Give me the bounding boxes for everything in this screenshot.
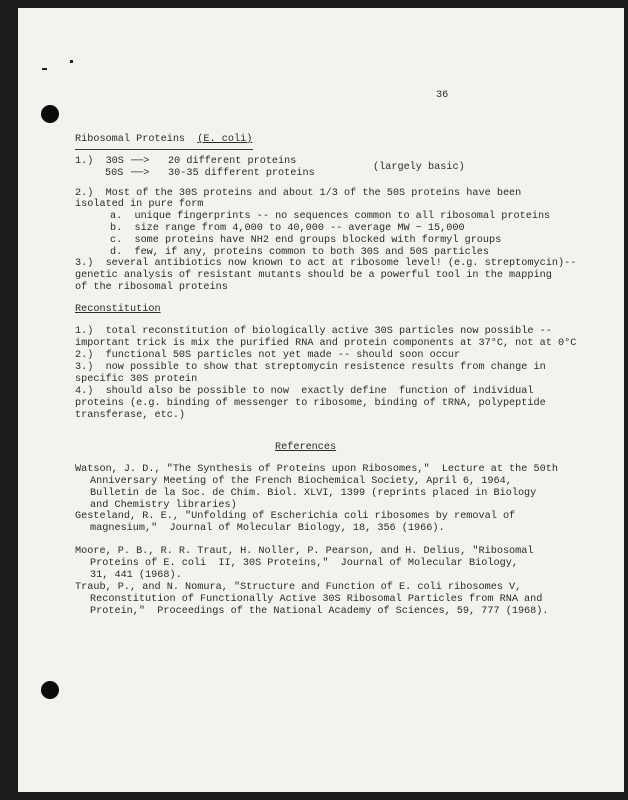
recon-item-1: important trick is mix the purified RNA and protein components at 37°C, not at 0°C	[75, 338, 577, 349]
ink-mark	[42, 68, 47, 70]
reference-4: Reconstitution of Functionally Active 30S Ribosomal Particles from RNA and	[90, 594, 543, 605]
reconstitution-heading: Reconstitution	[75, 304, 161, 315]
ribo-item-3: genetic analysis of resistant mutants should be a powerful tool in the mapping	[75, 270, 552, 281]
reference-4: Traub, P., and N. Nomura, "Structure and Function of E. coli ribosomes V,	[75, 582, 522, 593]
ribo-item-1a: 1.) 30S	[75, 156, 124, 167]
ribo-item-2a: a. unique fingerprints -- no sequences common to all ribosomal proteins	[110, 211, 551, 222]
ink-mark	[70, 60, 73, 63]
ribo-item-1a-result: 20 different proteins	[168, 156, 297, 167]
arrow-icon: ──>	[131, 156, 150, 167]
reference-1: Bulletin de la Soc. de Chim. Biol. XLVI, 1399 (reprints placed in Biology	[90, 488, 537, 499]
reference-2: magnesium," Journal of Molecular Biology, 18, 356 (1966).	[90, 523, 445, 534]
ribo-item-3: of the ribosomal proteins	[75, 282, 228, 293]
punch-hole-bottom	[41, 681, 59, 699]
ribo-item-3: 3.) several antibiotics now known to act at ribosome level! (e.g. streptomycin)--	[75, 258, 577, 269]
reference-3: Moore, P. B., R. R. Traut, H. Noller, P. Pearson, and H. Delius, "Ribosomal	[75, 546, 534, 557]
reference-2: Gesteland, R. E., "Unfolding of Escherichia coli ribosomes by removal of	[75, 511, 516, 522]
typed-page	[18, 8, 624, 792]
ribo-item-2b: b. size range from 4,000 to 40,000 -- average MW ~ 15,000	[110, 223, 465, 234]
section-heading: Ribosomal Proteins (E. coli)	[75, 134, 253, 145]
heading-rule	[75, 149, 253, 150]
recon-item-4: 4.) should also be possible to now exactly define function of individual	[75, 386, 534, 397]
recon-item-2: 2.) functional 50S particles not yet made -- should soon occur	[75, 350, 461, 361]
reference-3: Proteins of E. coli II, 30S Proteins," Journal of Molecular Biology,	[90, 558, 518, 569]
reference-4: Protein," Proceedings of the National Academy of Sciences, 59, 777 (1968).	[90, 606, 549, 617]
page-number: 36	[436, 90, 449, 101]
ribo-item-1b-result: 30-35 different proteins	[168, 168, 315, 179]
reference-3: 31, 441 (1968).	[90, 570, 182, 581]
recon-item-3: specific 30S protein	[75, 374, 198, 385]
ribo-item-2c: c. some proteins have NH2 end groups blocked with formyl groups	[110, 235, 502, 246]
ribo-item-1b: 50S	[105, 168, 124, 179]
recon-item-4: proteins (e.g. binding of messenger to ribosome, binding of tRNA, polypeptide	[75, 398, 546, 409]
recon-item-3: 3.) now possible to show that streptomycin resistence results from change in	[75, 362, 546, 373]
reference-1: Anniversary Meeting of the French Biochemical Society, April 6, 1964,	[90, 476, 512, 487]
reference-1: Watson, J. D., "The Synthesis of Proteins upon Ribosomes," Lecture at the 50th	[75, 464, 558, 475]
references-heading: References	[275, 442, 337, 453]
ribo-item-2: 2.) Most of the 30S proteins and about 1/3 of the 50S proteins have been	[75, 188, 522, 199]
ribo-item-2d: d. few, if any, proteins common to both 30S and 50S particles	[110, 247, 490, 258]
punch-hole-top	[41, 105, 59, 123]
reference-1: and Chemistry libraries)	[90, 500, 237, 511]
ribo-item-1-note: (largely basic)	[373, 162, 465, 173]
arrow-icon: ──>	[131, 168, 150, 179]
recon-item-1: 1.) total reconstitution of biologically active 30S particles now possible --	[75, 326, 552, 337]
ribo-item-2: isolated in pure form	[75, 199, 204, 210]
recon-item-4: transferase, etc.)	[75, 410, 186, 421]
